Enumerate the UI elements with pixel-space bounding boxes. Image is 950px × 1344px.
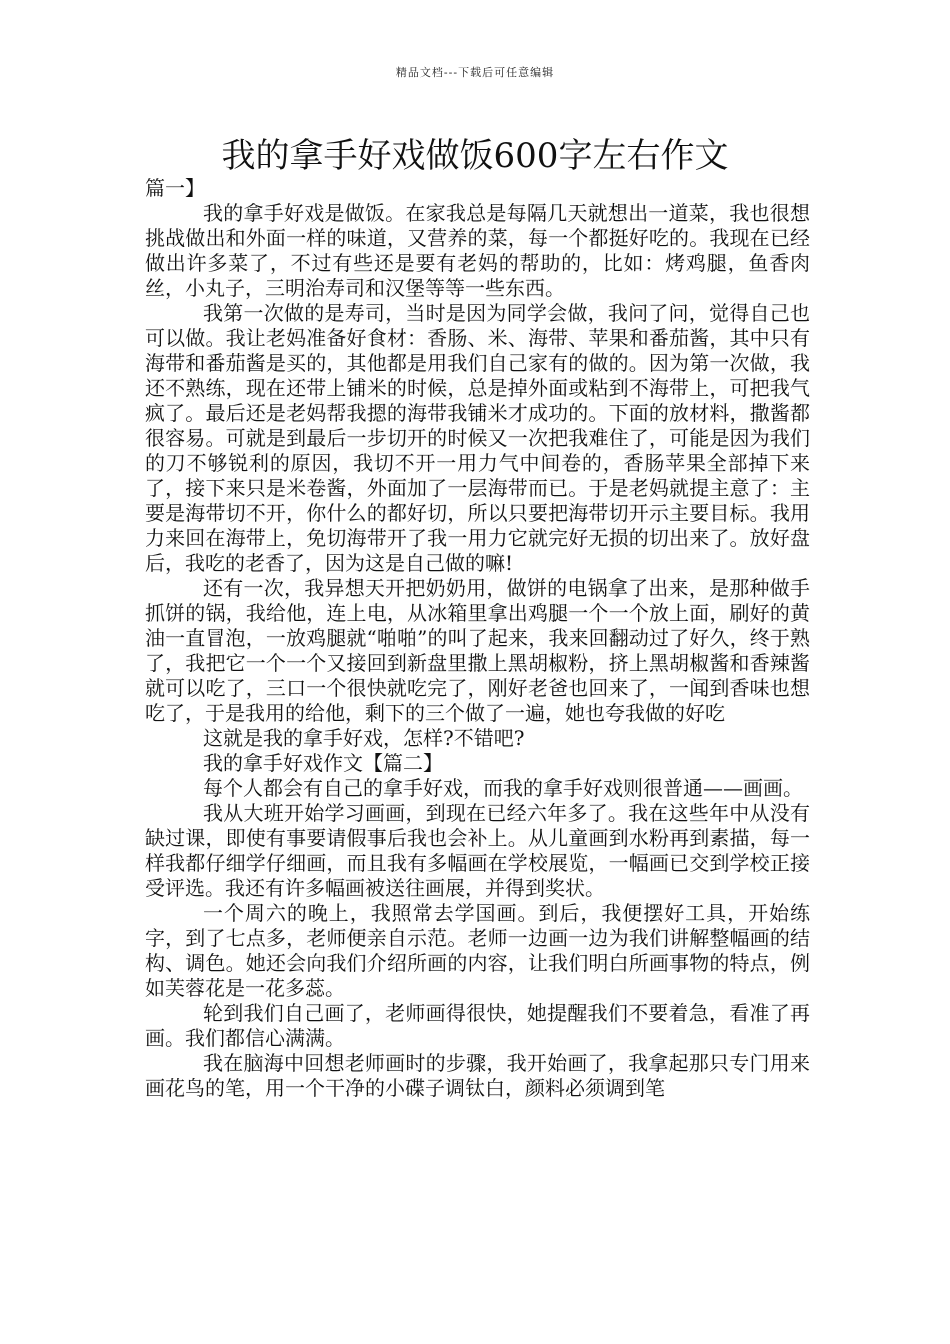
paragraph: 我的拿手好戏是做饭。在家我总是每隔几天就想出一道菜，我也很想挑战做出和外面一样的味道，又营养的菜，每一个都挺好吃的。我现在已经做出许多菜了，不过有些还是要有老妈的帮助的，比如：烤鸡腿，鱼香肉丝，小丸子，三明治寿司和汉堡等等一些东西。 (145, 201, 810, 300)
paragraph: 每个人都会有自己的拿手好戏，而我的拿手好戏则很普通——画画。 (203, 776, 803, 800)
essay-body (145, 176, 810, 1101)
paragraph: 我第一次做的是寿司，当时是因为同学会做，我问了问，觉得自己也可以做。我让老妈准备好食材：香肠、米、海带、苹果和番茄酱，其中只有海带和番茄酱是买的，其他都是用我们自己家有的做的。因为第一次做，我还不熟练，现在还带上铺米的时候，总是掉外面或粘到不海带上，可把我气疯了。最后还是老妈帮我摁的海带我铺米才成功的。下面的放材料，撒酱都很容易。可就是到最后一步切开的时候又一次把我难住了，可能是因为我们的刀不够锐利的原因，我切不开一用力气中间卷的，香肠苹果全部掉下来了，接下来只是米卷酱，外面加了一层海带而已。于是老妈就提主意了：主要是海带切不开，你什么的都好切，所以只要把海带切开示主要目标。我用力来回在海带上，免切海带开了我一用力它就完好无损的切出来了。放好盘后，我吃的老香了，因为这是自己做的嘛! (145, 301, 810, 575)
paragraph: 我从大班开始学习画画，到现在已经六年多了。我在这些年中从没有缺过课，即使有事要请假事后我也会补上。从儿童画到水粉再到素描，每一样我都仔细学仔细画，而且我有多幅画在学校展览，一幅画已交到学校正接受评选。我还有许多幅画被送往画展，并得到奖状。 (145, 801, 810, 900)
paragraph: 这就是我的拿手好戏，怎样?不错吧? (203, 726, 525, 750)
paragraph: 我在脑海中回想老师画时的步骤，我开始画了，我拿起那只专门用来画花鸟的笔，用一个干净的小碟子调钛白，颜料必须调到笔 (145, 1051, 810, 1100)
paragraph: 还有一次，我异想天开把奶奶用，做饼的电锅拿了出来，是那种做手抓饼的锅，我给他，连上电，从冰箱里拿出鸡腿一个一个放上面，刷好的黄油一直冒泡，一放鸡腿就“啪啪”的叫了起来，我来回翻动过了好久，终于熟了，我把它一个一个又接回到新盘里撒上黑胡椒粉，挤上黑胡椒酱和香辣酱就可以吃了，三口一个很快就吃完了，刚好老爸也回来了，一闻到香味也想吃了，于是我用的给他，剩下的三个做了一遍，她也夸我做的好吃 (145, 576, 810, 725)
paragraph: 一个周六的晚上，我照常去学国画。到后，我便摆好工具，开始练字，到了七点多，老师便亲自示范。老师一边画一边为我们讲解整幅画的结构、调色。她还会向我们介绍所画的内容，让我们明白所画事物的特点，例如芙蓉花是一花多蕊。 (145, 901, 810, 1000)
header-note: 精品文档---下载后可任意编辑 (395, 66, 555, 79)
document-title: 我的拿手好戏做饭600字左右作文 (221, 136, 729, 176)
paragraph: 篇一】 (145, 176, 205, 200)
paragraph: 轮到我们自己画了，老师画得很快，她提醒我们不要着急，看准了再画。我们都信心满满。 (145, 1001, 810, 1050)
paragraph: 我的拿手好戏作文【篇二】 (203, 751, 443, 775)
